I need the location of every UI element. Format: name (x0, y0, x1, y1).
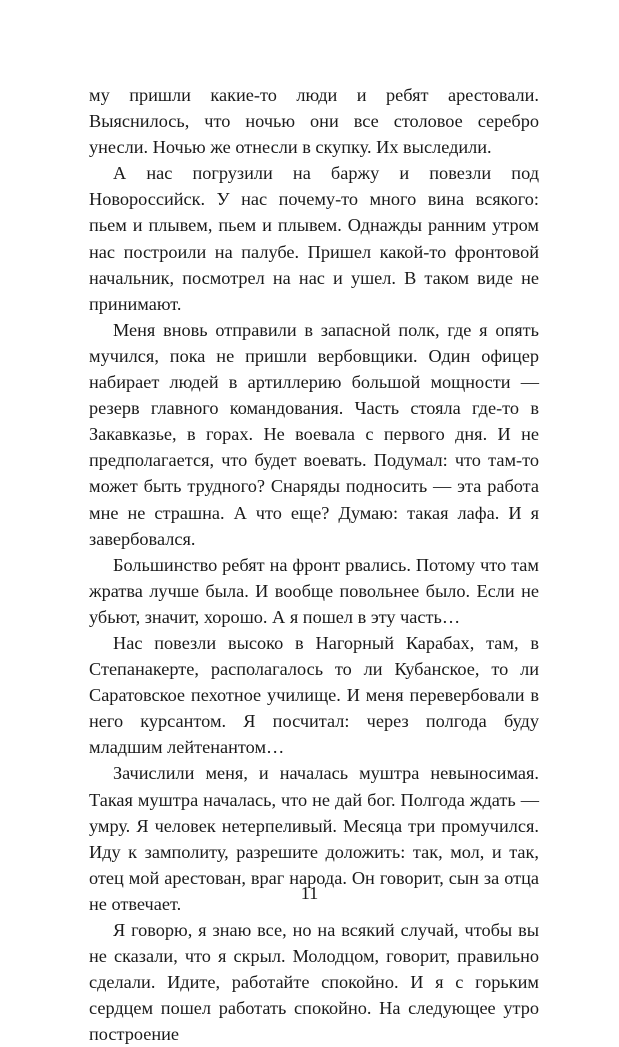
paragraph-5: Нас повезли высоко в Нагорный Карабах, там, в Степанакерте, располагалось то ли Кубанское, то ли Саратовское пехотное училище. И меня перевербовали в него курсантом. Я посчитал: через полгода буду младшим лейтенантом… (89, 632, 539, 758)
page-number: 11 (300, 883, 319, 903)
paragraph-1: му пришли какие-то люди и ребят арестовали. Выяснилось, что ночью они все столовое серебро унесли. Ночью же отнесли в скупку. Их выследили. (89, 85, 539, 158)
paragraph-2: А нас погрузили на баржу и повезли под Новороссийск. У нас почему-то много вина всякого: пьем и плывем, пьем и плывем. Однажды ранним утром нас построили на палубе. Пришел какой-то фронтовой начальник, посмотрел на нас и ушел. В таком виде не принимают. (89, 163, 539, 314)
paragraph-3: Меня вновь отправили в запасной полк, где я опять мучился, пока не пришли вербовщики. Один офицер набирает людей в артиллерию большой мощности — резерв главного командования. Часть стояла где-то в Закавказье, в горах. Не воевала с первого дня. И не предполагается, что будет воевать. Подумал: что там-то может быть трудного? Снаряды подносить — эта работа мне не страшна. А что еще? Думаю: такая лафа. И я завербовался. (89, 319, 539, 549)
paragraph-7: Я говорю, я знаю все, но на всякий случай, чтобы вы не сказали, что я скрыл. Молодцом, говорит, правильно сделали. Идите, работайте спокойно. И я с горьким сердцем пошел работать спокойно. На следующее утро построение (89, 920, 539, 1045)
paragraph-4: Большинство ребят на фронт рвались. Потому что там жратва лучше была. И вообще повольнее было. Если не убьют, значит, хорошо. А я пошел в эту часть… (89, 554, 539, 627)
paragraph-6: Зачислили меня, и началась муштра невыносимая. Такая муштра началась, что не дай бог. Полгода ждать — умру. Я человек нетерпеливый. Месяца три промучился. Иду к замполиту, разрешите доложить: так, мол, и так, отец мой арестован, враг народа. Он говорит, сын за отца не отвечает. (89, 763, 539, 914)
